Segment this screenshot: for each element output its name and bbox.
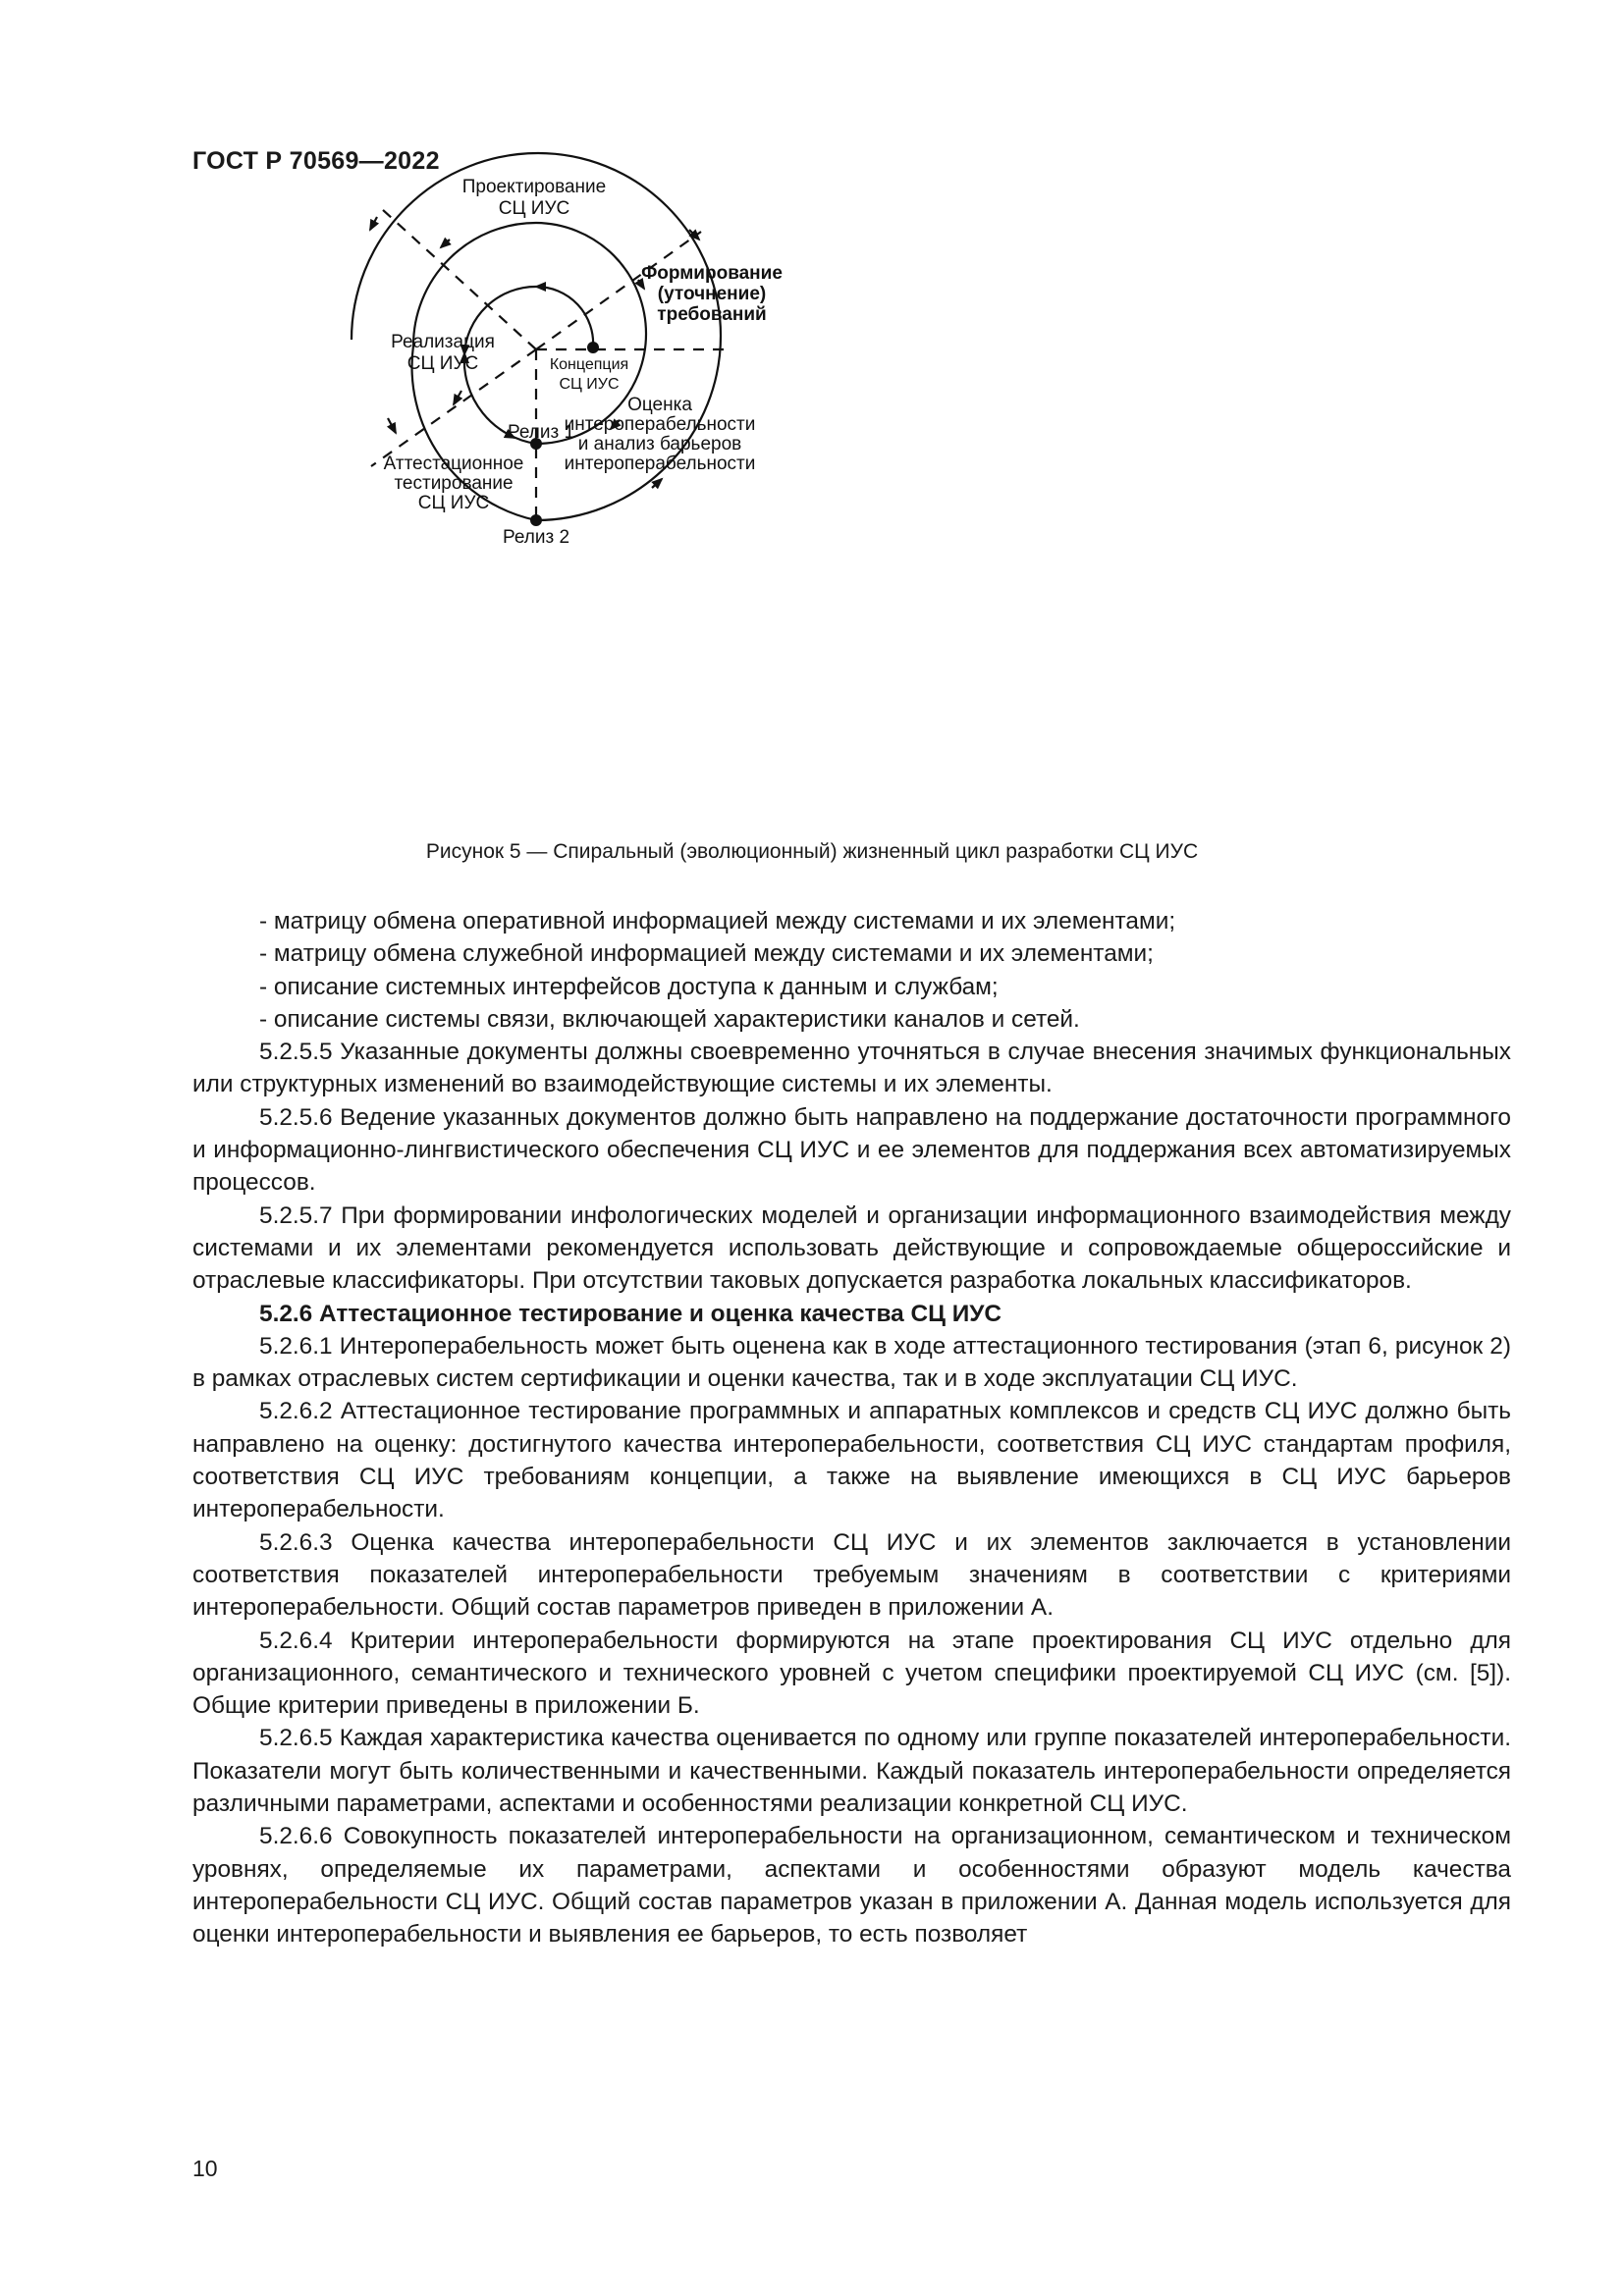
spiral-arrow-7 — [388, 418, 396, 433]
release-2-point — [530, 514, 542, 526]
spiral-arrow-10 — [370, 217, 377, 230]
body-text — [192, 905, 1511, 1951]
spiral-arrow-5 — [441, 240, 450, 247]
bullet-item: - матрицу обмена оперативной информацией между системами и их элементами; — [259, 908, 1176, 934]
paragraph-5-2-5-7: 5.2.5.7 При формировании инфологических моделей и организации информационного взаимодействия между системами и их элементами рекомендуется использовать действующие и сопровождаемые общероссийские и отраслевые классификаторы. При отсутствии таковых допускается разработка локальных классификаторов. — [192, 1201, 1511, 1295]
label-implementation: Реализация СЦ ИУС — [391, 332, 495, 374]
label-requirements: Формирование (уточнение) требований — [641, 263, 783, 325]
label-release-2: Релиз 2 — [502, 527, 570, 548]
paragraph-5-2-6-3: 5.2.6.3 Оценка качества интероперабельности СЦ ИУС и их элементов заключается в установлении соответствия показателей интероперабельности требуемым значениям в соответствии с критериями интероперабельности. Общий состав параметров приведен в приложении А. — [192, 1528, 1511, 1622]
spiral-lifecycle-figure — [0, 0, 1624, 844]
paragraph-5-2-6-5: 5.2.6.5 Каждая характеристика качества оценивается по одному или группе показателей интероперабельности. Показатели могут быть количественными и качественными. Каждый показатель интероперабельности определяется различными параметрами, аспектами и особенностями реализации конкретной СЦ ИУС. — [192, 1725, 1511, 1818]
section-heading-5-2-6: 5.2.6 Аттестационное тестирование и оценка качества СЦ ИУС — [259, 1300, 1002, 1327]
concept-point — [587, 342, 599, 353]
spiral-diagram — [0, 0, 1624, 844]
axis-nw — [382, 209, 536, 349]
bullet-item: - описание системных интерфейсов доступа к данным и службам; — [259, 973, 999, 1000]
document-header: ГОСТ Р 70569—2022 — [192, 147, 440, 175]
paragraph-5-2-6-1: 5.2.6.1 Интероперабельность может быть оценена как в ходе аттестационного тестирования (этап 6, рисунок 2) в рамках отраслевых систем сертификации и оценки качества, так и в ходе эксплуатации СЦ ИУС. — [192, 1332, 1511, 1393]
bullet-item: - описание системы связи, включающей характеристики каналов и сетей. — [259, 1005, 1080, 1033]
spiral-arrow-3 — [454, 391, 461, 404]
label-design: Проектирование СЦ ИУС — [461, 177, 607, 219]
label-release-1: Релиз 1 — [507, 422, 575, 443]
spiral-arrow-8 — [652, 479, 662, 488]
page-number: 10 — [192, 2156, 218, 2181]
label-attestation: Аттестационное тестирование СЦ ИУС — [383, 454, 524, 513]
label-assessment: Оценка интероперабельности и анализ барьеров интероперабельности — [564, 395, 756, 474]
figure-caption: Рисунок 5 — Спиральный (эволюционный) жизненный цикл разработки СЦ ИУС — [425, 840, 1199, 863]
paragraph-5-2-6-4: 5.2.6.4 Критерии интероперабельности формируются на этапе проектирования СЦ ИУС отдельно для организационного, семантического и технического уровней с учетом специфики проектируемой СЦ ИУС (см. [5]). Общие критерии приведены в приложении Б. — [192, 1627, 1511, 1720]
paragraph-5-2-5-5: 5.2.5.5 Указанные документы должны своевременно уточняться в случае внесения значимых функциональных или структурных изменений во взаимодействующие системы и их элементы. — [192, 1039, 1511, 1098]
label-concept: Концепция СЦ ИУС — [549, 356, 629, 393]
bullet-item: - матрицу обмена служебной информацией между системами и их элементами; — [259, 940, 1154, 968]
paragraph-5-2-6-6: 5.2.6.6 Совокупность показателей интероперабельности на организационном, семантическом и техническом уровнях, определяемые их параметрами, аспектами и особенностями образуют модель качества интероперабельности СЦ ИУС. Общий состав параметров указан в приложении А. Данная модель используется для оценки интероперабельности и выявления ее барьеров, то есть позволяет — [192, 1823, 1511, 1949]
paragraph-5-2-6-2: 5.2.6.2 Аттестационное тестирование программных и аппаратных комплексов и средств СЦ ИУС должно быть направлено на оценку: достигнутого качества интероперабельности, соответствия СЦ ИУС стандартам профиля, соответствия СЦ ИУС требованиям концепции, а также на выявление имеющихся в СЦ ИУС барьеров интероперабельности. — [192, 1398, 1511, 1523]
paragraph-5-2-5-6: 5.2.5.6 Ведение указанных документов должно быть направлено на поддержание достаточности программного и информационно-лингвистического обеспечения СЦ ИУС и ее элементов для поддержания всех автоматизируемых процессов. — [192, 1103, 1511, 1197]
